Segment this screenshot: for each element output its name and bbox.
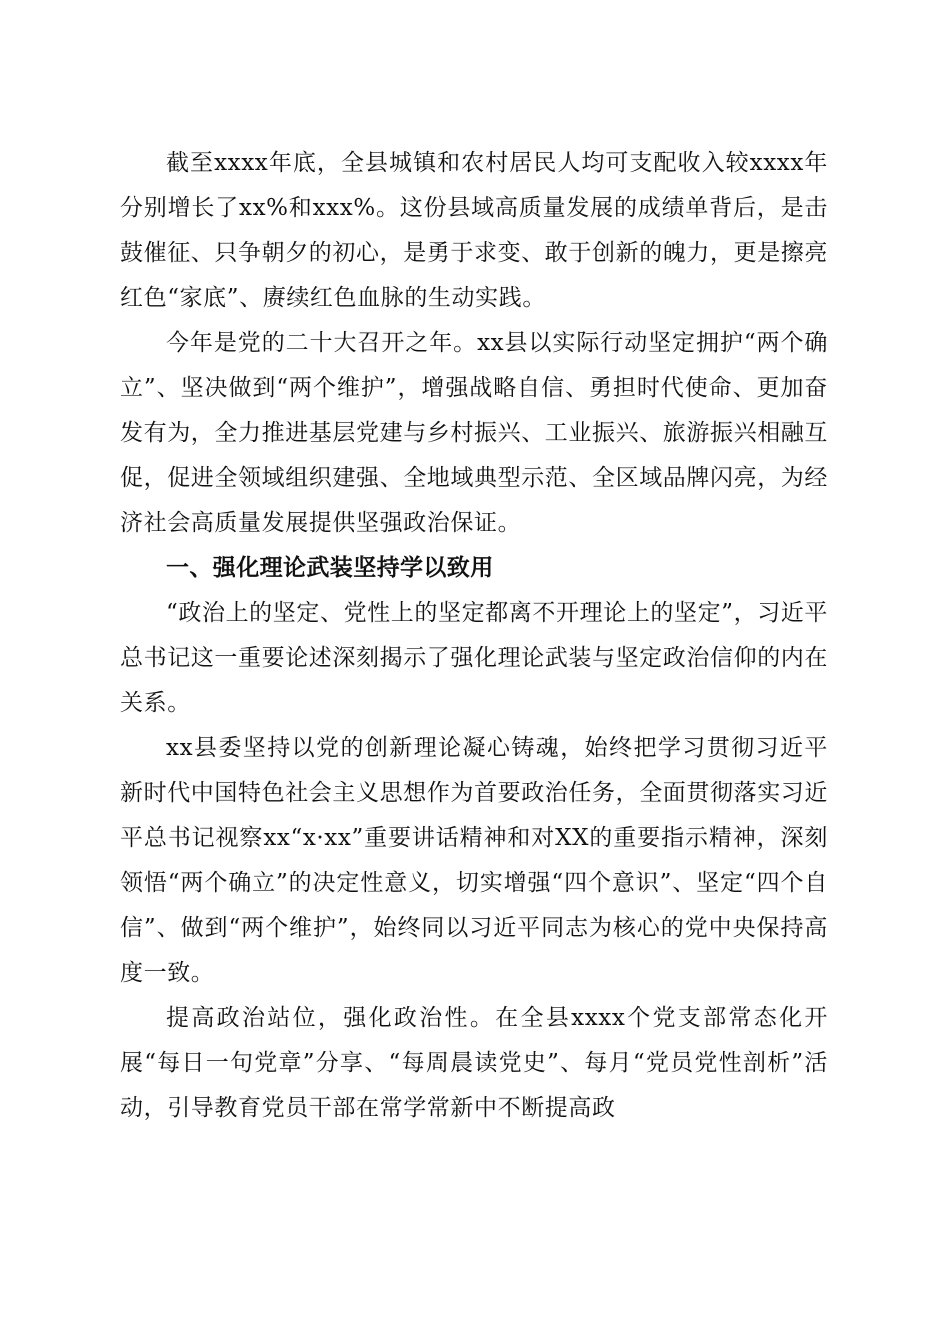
- paragraph-theory-quote: “政治上的坚定、党性上的坚定都离不开理论上的坚定”，习近平总书记这一重要论述深刻揭示了强化理论武装与坚定政治信仰的内在关系。: [120, 600, 828, 716]
- section-heading: 一、强化理论武装坚持学以致用: [166, 555, 494, 581]
- paragraph-party-congress: 今年是党的二十大召开之年。xx县以实际行动坚定拥护“两个确立”、坚决做到“两个维护”，增强战略自信、勇担时代使命、更加奋发有为，全力推进基层党建与乡村振兴、工业振兴、旅游振兴相融互促，促进全领域组织建强、全地域典型示范、全区域品牌闪亮，为经济社会高质量发展提供坚强政治保证。: [120, 330, 828, 536]
- document-body: [120, 141, 828, 1131]
- paragraph-political-stance: 提高政治站位，强化政治性。在全县xxxx个党支部常态化开展“每日一句党章”分享、“每周晨读党史”、每月“党员党性剖析”活动，引导教育党员干部在常学常新中不断提高政: [120, 1005, 828, 1121]
- paragraph-county-committee: xx县委坚持以党的创新理论凝心铸魂，始终把学习贯彻习近平新时代中国特色社会主义思想作为首要政治任务，全面贯彻落实习近平总书记视察xx“x·xx”重要讲话精神和对XX的重要指示精神，深刻领悟“两个确立”的决定性意义，切实增强“四个意识”、坚定“四个自信”、做到“两个维护”，始终同以习近平同志为核心的党中央保持高度一致。: [120, 735, 828, 986]
- paragraph-income-growth: 截至xxxx年底，全县城镇和农村居民人均可支配收入较xxxx年分别增长了xx%和xxx%。这份县域高质量发展的成绩单背后，是击鼓催征、只争朝夕的初心，是勇于求变、敢于创新的魄力，更是擦亮红色“家底”、赓续红色血脉的生动实践。: [120, 150, 828, 311]
